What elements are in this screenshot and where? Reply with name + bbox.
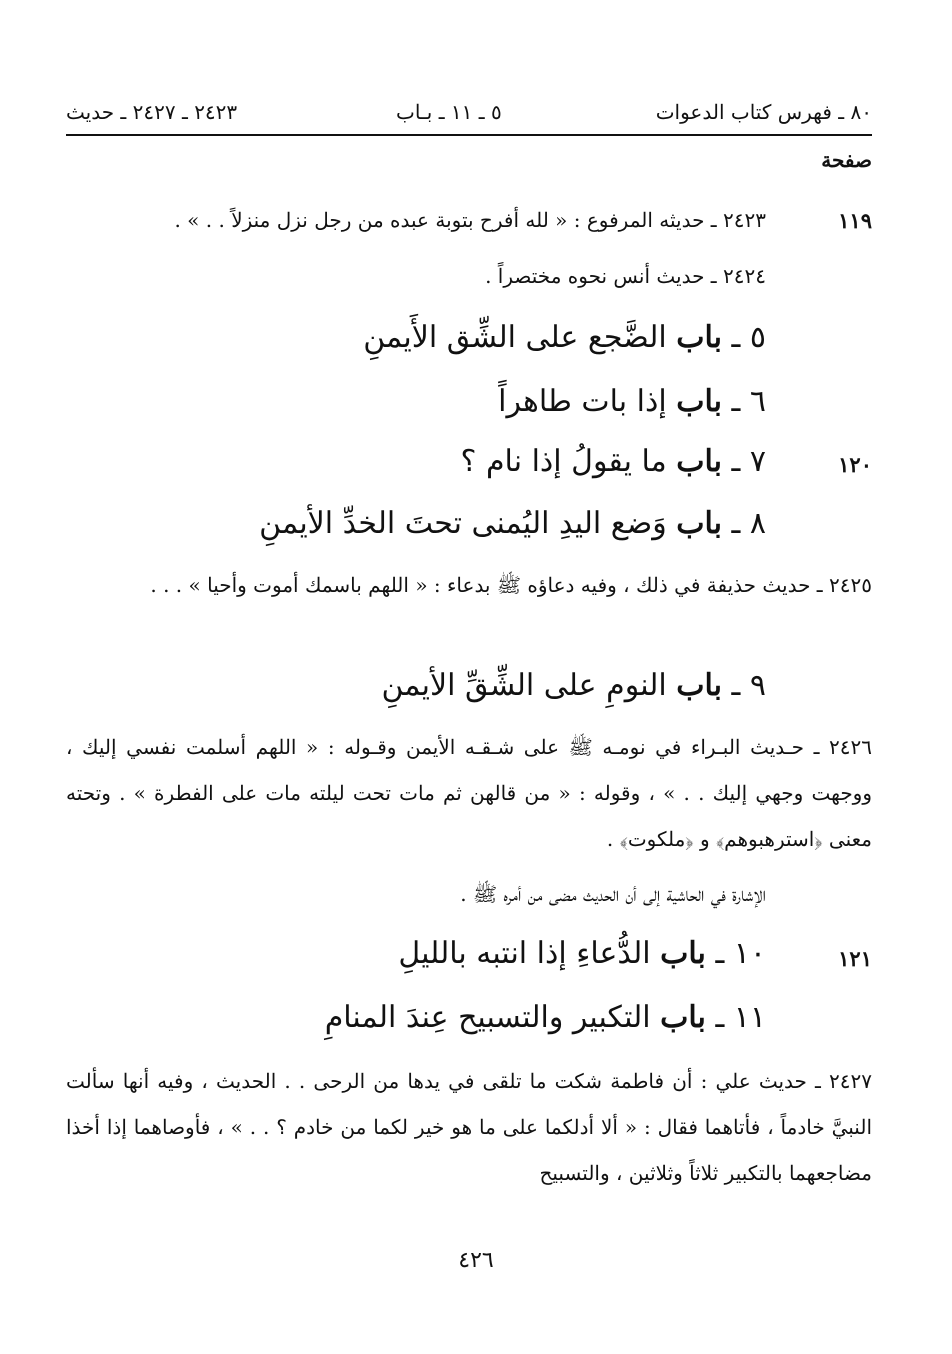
chapter-heading-7 (461, 444, 766, 479)
header-hadith-range: ٢٤٢٣ ـ ٢٤٢٧ ـ حديث (66, 100, 238, 124)
chapter-title: الضَّجع على الشِّق الأَيمنِ (363, 320, 667, 355)
chapter-number: ١٠ ـ (715, 936, 766, 971)
chapter-title: ما يقولُ إذا نام ؟ (460, 444, 667, 479)
chapter-number: ٥ ـ (731, 320, 766, 355)
header-chapter-title: ٨٠ ـ فهرس كتاب الدعوات (655, 100, 872, 124)
chapter-heading-11 (325, 1000, 766, 1035)
chapter-title: النومِ على الشِّقِّ الأيمنِ (381, 668, 667, 703)
chapter-title: التكبير والتسبيح عِندَ المنامِ (324, 1000, 651, 1035)
page-ref-120: ١٢٠ (838, 452, 872, 477)
running-header (66, 100, 872, 132)
chapter-bab-word: باب (676, 444, 722, 479)
header-rule (66, 134, 872, 136)
page-ref-119: ١١٩ (838, 208, 872, 233)
margin-note: الإشارة في الحاشية إلى أن الحديث مضى من أمره ﷺ . (460, 882, 766, 906)
chapter-number: ١١ ـ (715, 1000, 766, 1035)
header-bab-range: ٥ ـ ١١ ـ بـاب (396, 100, 502, 124)
chapter-title: الدُّعاءِ إذا انتبه بالليلِ (398, 936, 651, 971)
hadith-2425: ٢٤٢٥ ـ حديث حذيفة في ذلك ، وفيه دعاؤه ﷺ بدعاء : « اللهم باسمك أموت وأحيا » . . . (150, 573, 872, 597)
chapter-title: إذا بات طاهراً (498, 384, 667, 419)
hadith-2424: ٢٤٢٤ ـ حديث أنس نحوه مختصراً . (485, 264, 766, 288)
chapter-number: ٨ ـ (731, 506, 766, 541)
chapter-heading-6 (498, 384, 766, 419)
hadith-2423: ٢٤٢٣ ـ حديثه المرفوع : « لله أفرح بتوبة عبده من رجل نزل منزلاً . . » . (174, 208, 766, 232)
chapter-bab-word: باب (676, 384, 722, 419)
chapter-bab-word: باب (660, 1000, 706, 1035)
chapter-heading-10 (398, 936, 766, 971)
chapter-heading-5 (363, 320, 766, 355)
hadith-2426: ٢٤٢٦ ـ حـديث البـراء في نومـه ﷺ على شـقـه الأيمن وقـوله : « اللهم أسلمت نفسي إليك ، ووجهت وجهي إليك . . » ، وقوله : « من قالهن ثم مات تحت ليلته مات على الفطرة » . وتحته معنى ﴿استرهبوهم﴾ و ﴿ملكوت﴾ . (66, 735, 872, 851)
chapter-bab-word: باب (676, 506, 722, 541)
page-number: ٤٢٦ (458, 1248, 494, 1273)
page-column-label: صفحة (821, 148, 872, 172)
chapter-bab-word: باب (676, 668, 722, 703)
chapter-number: ٩ ـ (731, 668, 766, 703)
chapter-number: ٧ ـ (731, 444, 766, 479)
chapter-bab-word: باب (676, 320, 722, 355)
chapter-heading-8 (259, 506, 766, 541)
chapter-title: وَضع اليدِ اليُمنى تحتَ الخدِّ الأيمنِ (259, 506, 667, 541)
chapter-number: ٦ ـ (731, 384, 766, 419)
page-ref-121: ١٢١ (838, 946, 872, 971)
chapter-heading-9 (381, 668, 766, 703)
chapter-bab-word: باب (660, 936, 706, 971)
hadith-2427: ٢٤٢٧ ـ حديث علي : أن فاطمة شكت ما تلقى في يدها من الرحى . . الحديث ، وفيه أنها سألت النبيَّ خادماً ، فأتاهما فقال : « ألا أدلكما على ما هو خير لكما من خادم ؟ . . » ، فأوصاهما إذا أخذا مضاجعهما بالتكبير ثلاثاً وثلاثين ، والتسبيح (66, 1069, 872, 1185)
